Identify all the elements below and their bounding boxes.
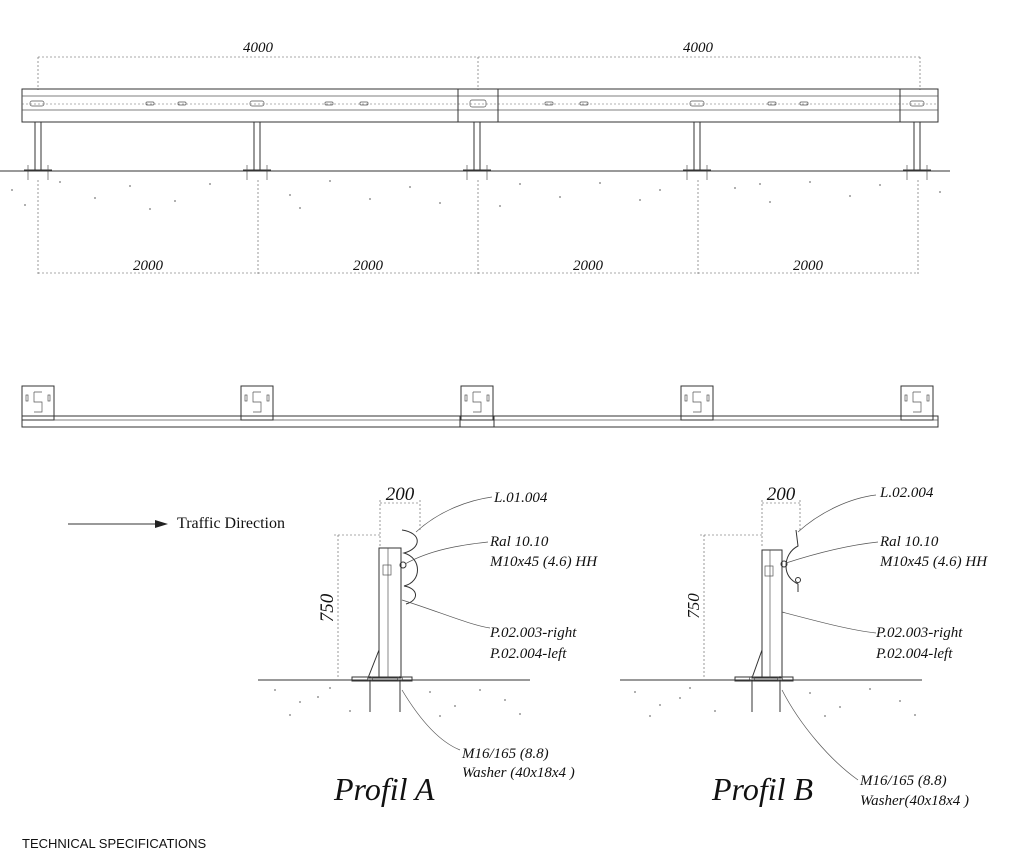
profile-b-anchor-label-2: Washer(40x18x4 )	[860, 793, 970, 809]
plan-view	[22, 386, 938, 427]
profile-b-rail-label: L.02.004	[880, 485, 934, 501]
profile-b-width-dim: 200	[766, 484, 796, 505]
rail-length-1: 4000	[243, 40, 273, 56]
base-plate	[901, 386, 933, 420]
base-plate	[681, 386, 713, 420]
post-spacing-3: 2000	[573, 258, 603, 274]
profile-a-bolt-label-2: M10x45 (4.6) HH	[490, 554, 598, 570]
profile-b-anchor-label-1: M16/165 (8.8)	[860, 773, 947, 789]
elevation-view	[0, 40, 950, 275]
traffic-direction-label: Traffic Direction	[177, 515, 285, 532]
ground-elevation	[0, 171, 950, 210]
profile-a-anchor-label-2: Washer (40x18x4 )	[462, 765, 575, 781]
post-spacing-2: 2000	[353, 258, 383, 274]
profile-a-title: Profil A	[334, 771, 435, 807]
profile-b-height-dim: 750	[684, 593, 703, 619]
post-spacing-dimensions	[38, 180, 918, 275]
profile-a-rail-label: L.01.004	[494, 490, 548, 506]
profile-a-post-label-2: P.02.004-left	[490, 646, 567, 662]
profile-a-width-dim: 200	[385, 484, 415, 505]
profile-a-anchor-label-1: M16/165 (8.8)	[462, 746, 549, 762]
profile-a-bolt-label-1: Ral 10.10	[490, 534, 549, 550]
profile-a-post-label-1: P.02.003-right	[490, 625, 577, 641]
rail-length-2: 4000	[683, 40, 713, 56]
profile-a-height-dim: 750	[317, 593, 338, 623]
traffic-direction	[68, 515, 285, 532]
rail-length-dimensions	[38, 40, 920, 90]
guardrail-beam	[22, 89, 938, 122]
profile-b-bolt-label-1: Ral 10.10	[880, 534, 939, 550]
post-spacing-4: 2000	[793, 258, 823, 274]
profile-b-post-label-1: P.02.003-right	[876, 625, 963, 641]
profile-b-post-label-2: P.02.004-left	[876, 646, 953, 662]
base-plate	[22, 386, 54, 420]
profile-b	[620, 484, 988, 809]
profile-b-title: Profil B	[712, 771, 814, 807]
base-plate	[241, 386, 273, 420]
post-spacing-1: 2000	[133, 258, 163, 274]
technical-specifications-heading: TECHNICAL SPECIFICATIONS	[22, 836, 207, 848]
profile-a	[258, 484, 598, 807]
base-plate	[461, 386, 493, 420]
arrow-right-icon	[155, 520, 168, 528]
profile-b-bolt-label-2: M10x45 (4.6) HH	[880, 554, 988, 570]
